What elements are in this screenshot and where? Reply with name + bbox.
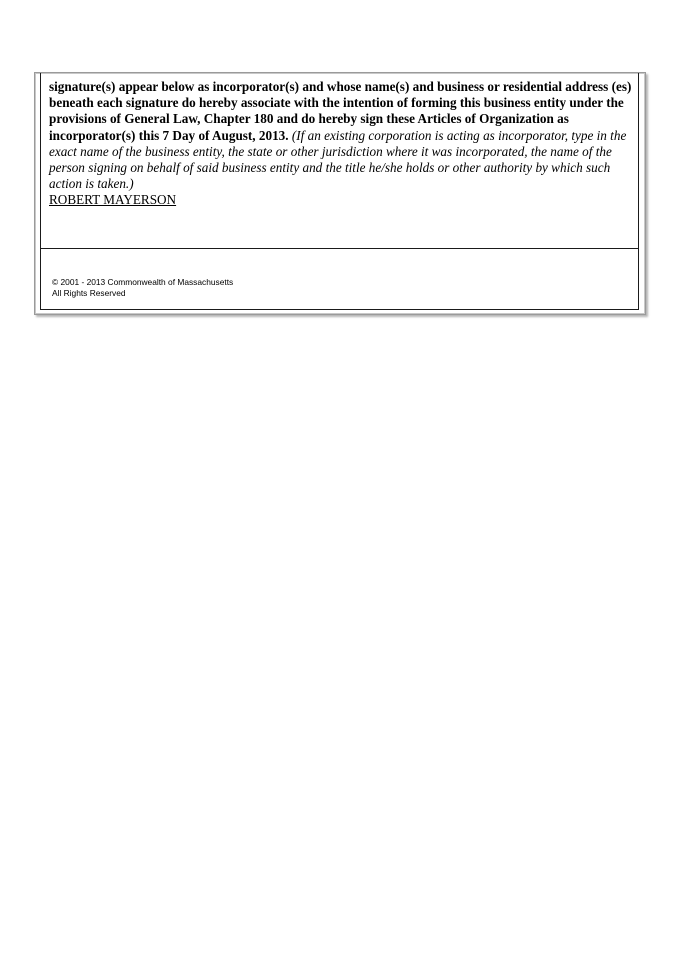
document-frame [34,72,646,315]
rights-notice: All Rights Reserved [52,288,126,298]
statement-italic-note: (If an existing corporation is acting as incorporator, type in the exact name of the business entity, the state or other jurisdiction where it was incorporated, the name of the person signing on behalf of said business entity and the title he/she holds or other authority by which such action is taken.) [49,127,627,192]
statement-bold-text: signature(s) appear below as incorporator(s) and whose name(s) and business or residential address (es) beneath each signature do hereby associate with the intention of forming this business entity under the provisions of General Law, Chapter 180 and do hereby sign these Articles of Organization as incorporator(s) this 7 Day of August, 2013. [49,79,632,143]
footer [41,250,638,308]
incorporator-statement [49,79,633,209]
form-table [40,73,639,310]
statement-section [41,73,638,249]
footer-text [52,277,233,299]
signer-name: ROBERT MAYERSON [49,192,177,208]
copyright-notice: © 2001 - 2013 Commonwealth of Massachusetts [52,277,234,287]
